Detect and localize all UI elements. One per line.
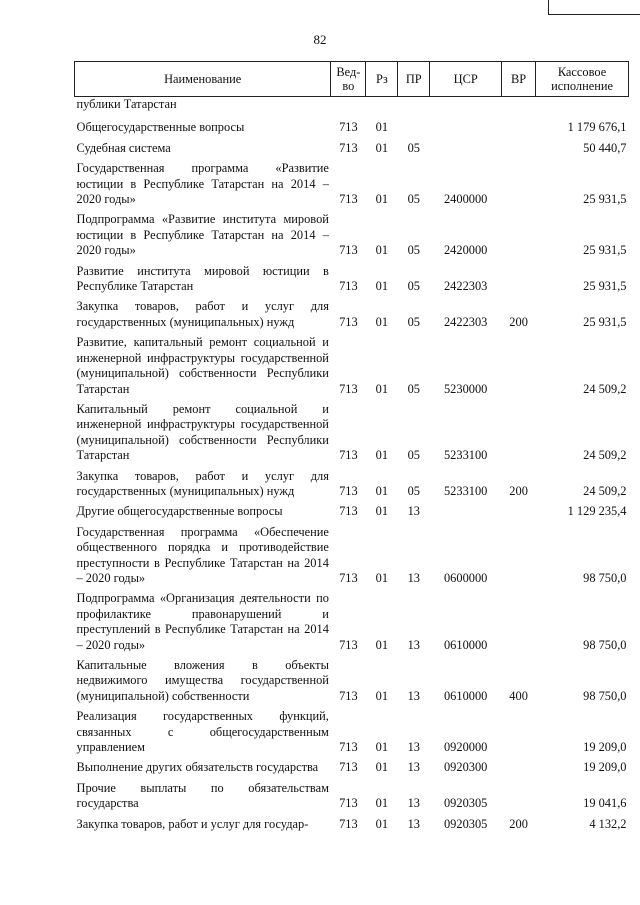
cell-ved: 713 [339, 314, 358, 329]
header-rz: Рз [366, 62, 398, 97]
table-row [75, 402, 629, 469]
cell-ved: 713 [339, 796, 358, 811]
cell-rz: 01 [375, 796, 389, 811]
cell-rz: 01 [375, 760, 389, 775]
cell-csr [430, 120, 502, 140]
cell-rz: 01 [375, 192, 389, 207]
cell-sum: 24 509,2 [583, 483, 627, 498]
cell-pr: 05 [407, 243, 420, 258]
cell-vr [502, 161, 536, 212]
cell-rz: 01 [375, 279, 389, 294]
cell-rz: 01 [375, 314, 389, 329]
table-row [75, 264, 629, 300]
cell-pr: 13 [407, 796, 420, 811]
cell-vr: 200 [509, 314, 528, 329]
cell-rz: 01 [375, 740, 389, 755]
table-row [75, 781, 629, 817]
cell-name: Реализация государственных функций, связанных с общегосударственным управлением [76, 709, 329, 755]
table-row [75, 817, 629, 837]
cell-ved: 713 [339, 192, 358, 207]
cell-csr: 0600000 [443, 570, 488, 585]
cell-name: Капитальные вложения в объекты недвижимого имущества государственной (муниципальной) собственности [76, 658, 329, 703]
table-row [75, 504, 629, 524]
cell-ved: 713 [339, 760, 358, 775]
cell-name: Закупка товаров, работ и услуг для государ- [76, 816, 309, 831]
cell-sum: 24 509,2 [583, 381, 627, 396]
cell-ved: 713 [339, 243, 358, 258]
header-vr: ВР [502, 62, 536, 97]
cell-csr: 5233100 [443, 483, 488, 498]
cell-ved: 713 [339, 448, 358, 463]
cell-csr: 2400000 [443, 192, 488, 207]
table-row [75, 591, 629, 658]
page-number: 82 [313, 32, 327, 47]
cell-name: Прочие выплаты по обязательствам государства [76, 780, 329, 811]
cell-rz: 01 [375, 140, 389, 155]
cell-sum: 25 931,5 [583, 314, 627, 329]
cell-pr: 05 [407, 192, 420, 207]
table-row [75, 335, 629, 402]
cell-csr: 5230000 [443, 381, 488, 396]
cell-ved: 713 [339, 120, 358, 135]
cell-rz: 01 [375, 816, 389, 831]
cell-vr [502, 709, 536, 760]
cell-vr [502, 141, 536, 161]
cell-ved: 713 [339, 570, 358, 585]
cell-pr: 05 [407, 381, 420, 396]
cell-vr [502, 760, 536, 780]
cell-csr [430, 141, 502, 161]
cell-ved: 713 [339, 637, 358, 652]
cell-vr [502, 781, 536, 817]
cell-ved: 713 [339, 816, 358, 831]
table-row [75, 212, 629, 263]
cell-sum: 1 179 676,1 [567, 120, 627, 135]
cell-csr: 2420000 [443, 243, 488, 258]
cell-vr [502, 212, 536, 263]
cell-name: Общегосударственные вопросы [76, 120, 245, 135]
cell-sum: 25 931,5 [583, 243, 627, 258]
cell-sum: 98 750,0 [583, 570, 627, 585]
cell-vr: 400 [509, 688, 528, 703]
header-ved [331, 62, 366, 97]
cell-vr: 200 [509, 483, 528, 498]
cell-pr: 05 [407, 483, 420, 498]
cell-ved: 713 [339, 504, 358, 519]
cell-rz: 01 [375, 381, 389, 396]
cell-vr [502, 525, 536, 592]
corner-mark [548, 0, 640, 15]
cell-pr: 05 [407, 448, 420, 463]
cell-sum: 25 931,5 [583, 279, 627, 294]
table-row [75, 299, 629, 335]
cell-pr: 05 [407, 279, 420, 294]
cell-rz: 01 [375, 688, 389, 703]
cell-rz: 01 [375, 570, 389, 585]
cell-csr: 5233100 [443, 448, 488, 463]
cell-csr: 2422303 [443, 279, 488, 294]
header-sum-line1: Кассовое [557, 65, 607, 79]
cell-name: Государственная программа «Развитие юстиции в Республике Татарстан на 2014 – 2020 годы» [76, 161, 329, 207]
cell-name: Выполнение других обязательств государства [76, 760, 319, 775]
cell-sum: 19 209,0 [583, 760, 627, 775]
cell-ved: 713 [339, 279, 358, 294]
cell-csr [430, 504, 502, 524]
cell-name: Развитие института мировой юстиции в Республике Татарстан [76, 263, 329, 294]
table-row [75, 658, 629, 709]
cell-vr [502, 335, 536, 402]
cell-rz: 01 [375, 483, 389, 498]
table-row [75, 141, 629, 161]
cell-pr: 05 [407, 140, 420, 155]
cell-ved: 713 [339, 483, 358, 498]
cell-pr: 13 [407, 760, 420, 775]
table-row [75, 161, 629, 212]
cell-name: Закупка товаров, работ и услуг для государственных (муниципальных) нужд [76, 468, 329, 498]
cell-rz: 01 [375, 448, 389, 463]
cell-csr: 0920300 [443, 760, 488, 775]
cell-name: Закупка товаров, работ и услуг для государственных (муниципальных) нужд [76, 299, 329, 329]
header-csr: ЦСР [430, 62, 502, 97]
cell-ved: 713 [339, 740, 358, 755]
cell-pr [398, 120, 430, 140]
table-row [75, 120, 629, 140]
cell-name: Подпрограмма «Развитие института мировой юстиции в Республике Татарстан на 2014 – 2020 годы» [76, 212, 329, 258]
cell-csr: 0610000 [443, 688, 488, 703]
cell-csr: 0920305 [443, 796, 488, 811]
cell-name: Государственная программа «Обеспечение общественного порядка и противодействие преступности в Республике Татарстан на 2014 – 2020 годы» [76, 524, 329, 585]
cell-name: Капитальный ремонт социальной и инженерной инфраструктуры государственной (муниципальной) собственности Республики Татарстан [76, 401, 329, 463]
cell-rz: 01 [375, 637, 389, 652]
cell-vr: 200 [509, 816, 528, 831]
table-row [75, 760, 629, 780]
table-row [75, 469, 629, 505]
cell-name: Развитие, капитальный ремонт социальной и инженерной инфраструктуры государственной (муниципальной) собственности Республики Татарстан [76, 335, 329, 396]
header-sum [536, 62, 629, 97]
cell-pr: 13 [407, 637, 420, 652]
cell-pr: 05 [407, 314, 420, 329]
cell-sum: 98 750,0 [583, 637, 627, 652]
cell-ved: 713 [339, 688, 358, 703]
cell-csr: 2422303 [443, 314, 488, 329]
cell-pr: 13 [407, 504, 420, 519]
cell-sum: 19 041,6 [583, 796, 627, 811]
header-pr: ПР [398, 62, 430, 97]
cell-sum: 19 209,0 [583, 740, 627, 755]
cell-vr [502, 591, 536, 658]
cell-csr: 0920305 [443, 816, 488, 831]
cell-vr [502, 402, 536, 469]
cell-rz: 01 [375, 504, 389, 519]
header-name: Наименование [75, 62, 331, 97]
cell-csr: 0610000 [443, 637, 488, 652]
cell-rz: 01 [375, 120, 389, 135]
header-sum-line2: исполнение [551, 79, 613, 93]
cell-name: Другие общегосударственные вопросы [76, 504, 283, 519]
table-row [75, 709, 629, 760]
table-row [75, 525, 629, 592]
cell-sum: 25 931,5 [583, 192, 627, 207]
continuation-text: публики Татарстан [76, 97, 177, 111]
budget-table [74, 61, 629, 837]
cell-vr [502, 120, 536, 140]
cell-ved: 713 [339, 140, 358, 155]
cell-sum: 24 509,2 [583, 448, 627, 463]
header-ved-line2: во [342, 79, 355, 93]
header-ved-line1: Вед- [336, 65, 361, 79]
cell-sum: 4 132,2 [589, 816, 627, 831]
cell-csr: 0920000 [443, 740, 488, 755]
cell-pr: 13 [407, 570, 420, 585]
cell-sum: 98 750,0 [583, 688, 627, 703]
cell-rz: 01 [375, 243, 389, 258]
cell-sum: 1 129 235,4 [567, 504, 627, 519]
cell-vr [502, 264, 536, 300]
cell-sum: 50 440,7 [583, 140, 627, 155]
cell-vr [502, 504, 536, 524]
cell-pr: 13 [407, 688, 420, 703]
table-header-row [75, 62, 629, 97]
cell-name: Подпрограмма «Организация деятельности по профилактике правонарушений и преступлений в Республике Татарстан на 2014 – 2020 годы» [76, 591, 329, 652]
cell-ved: 713 [339, 381, 358, 396]
cell-pr: 13 [407, 816, 420, 831]
cell-name: Судебная система [76, 140, 171, 155]
cell-pr: 13 [407, 740, 420, 755]
continuation-row [75, 97, 629, 121]
